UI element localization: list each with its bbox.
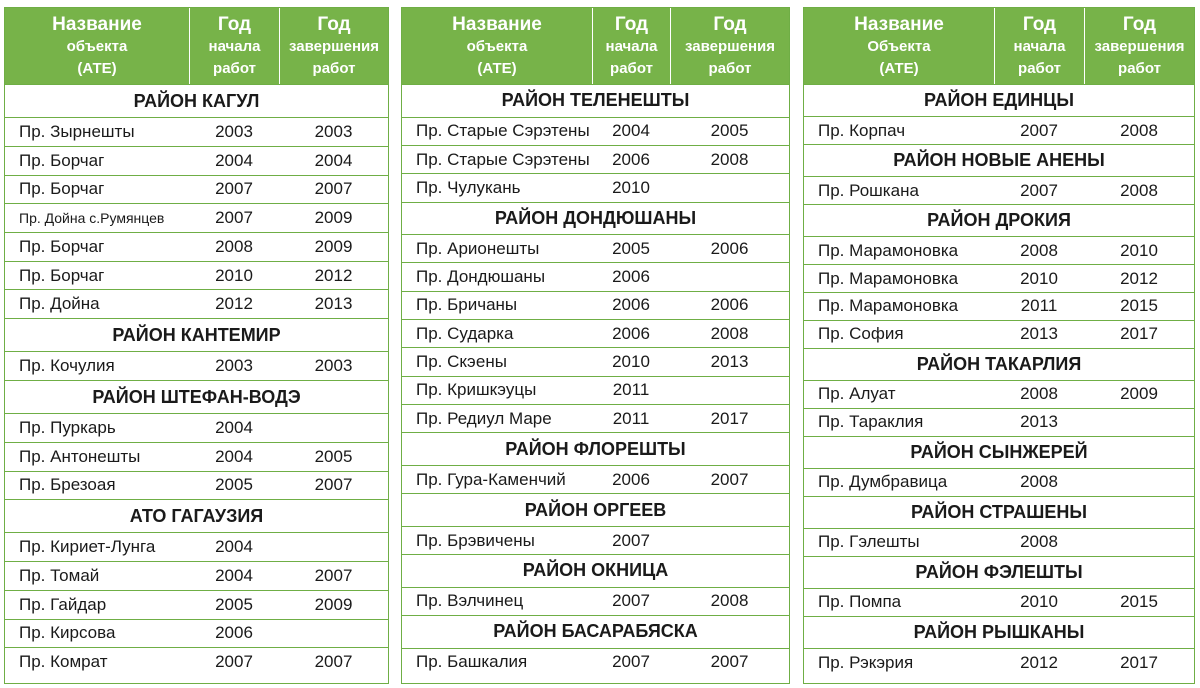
object-name-cell: Пр. Брэвичены: [416, 530, 535, 550]
district-name: РАЙОН ФЭЛЕШТЫ: [915, 561, 1083, 582]
object-name-cell: Пр. Скэены: [416, 352, 507, 372]
end-year-cell: 2012: [314, 265, 353, 285]
start-year-cell: 2006: [612, 469, 650, 489]
end-year-cell: 2009: [314, 236, 353, 256]
start-year-cell: 2007: [215, 208, 253, 228]
object-name-cell: Пр. Дондюшаны: [416, 267, 546, 287]
table-row: [5, 647, 388, 676]
header-line: завершения: [288, 38, 379, 55]
table-row: [402, 173, 789, 201]
district-name: РАЙОН ОРГЕЕВ: [524, 499, 667, 520]
end-year-cell: 2017: [1120, 324, 1158, 344]
header-line: завершения: [684, 38, 775, 55]
object-name-cell: Пр. Думбравица: [818, 472, 948, 492]
table-row: [5, 261, 388, 290]
table-row: [5, 619, 388, 648]
start-year-cell: 2006: [612, 267, 650, 287]
table-row: [5, 232, 388, 261]
table-row: [402, 376, 789, 404]
start-year-cell: 2007: [612, 530, 650, 550]
object-name-cell: Пр. Старые Сэрэтены: [416, 149, 590, 169]
end-year-cell: 2008: [1120, 180, 1158, 200]
district-row: [804, 556, 1194, 588]
end-year-cell: 2008: [710, 323, 749, 343]
object-name-cell: Пр. Борчаг: [19, 179, 105, 199]
table-3: [803, 7, 1195, 684]
object-name-cell: Пр. Марамоновка: [818, 296, 959, 316]
start-year-cell: 2005: [612, 238, 650, 258]
header-line: Год: [1122, 14, 1157, 35]
header-object-name: [804, 8, 994, 84]
start-year-cell: 2007: [1020, 180, 1058, 200]
start-year-cell: 2004: [215, 565, 253, 585]
end-year-cell: 2009: [314, 208, 353, 228]
table-row: [804, 292, 1194, 320]
header-line: работ: [708, 60, 752, 77]
district-row: [5, 499, 388, 532]
object-name-cell: Пр. Дойна с.Румянцев: [19, 210, 165, 227]
end-year-cell: 2004: [314, 150, 353, 170]
start-year-cell: 2013: [1020, 412, 1058, 432]
district-name: РАЙОН СЫНЖЕРЕЙ: [910, 441, 1088, 462]
district-name: АТО ГАГАУЗИЯ: [129, 505, 264, 526]
header-line: (АТЕ): [77, 60, 117, 77]
table-row: [804, 408, 1194, 436]
table-1: [4, 7, 389, 684]
table-row: [804, 116, 1194, 144]
end-year-cell: 2003: [314, 121, 353, 141]
object-name-cell: Пр. Антонешты: [19, 446, 141, 466]
district-name: РАЙОН ТЕЛЕНЕШТЫ: [501, 90, 690, 111]
table-row: [5, 146, 388, 175]
start-year-cell: 2004: [215, 537, 253, 557]
object-name-cell: Пр. Марамоновка: [818, 268, 959, 288]
start-year-cell: 2007: [612, 591, 650, 611]
district-row: [804, 84, 1194, 116]
end-year-cell: 2007: [314, 652, 353, 672]
table-row: [804, 176, 1194, 204]
object-name-cell: Пр. Чулукань: [416, 177, 521, 197]
district-name: РАЙОН КАГУЛ: [133, 90, 260, 111]
header-start-year: [994, 8, 1084, 84]
start-year-cell: 2006: [215, 623, 253, 643]
header-line: Название: [452, 14, 542, 35]
start-year-cell: 2008: [1020, 472, 1058, 492]
district-row: [804, 436, 1194, 468]
object-name-cell: Пр. Бричаны: [416, 295, 518, 315]
table-header: [402, 8, 789, 84]
start-year-cell: 2007: [612, 652, 650, 672]
end-year-cell: 2013: [314, 294, 353, 314]
start-year-cell: 2012: [1020, 652, 1058, 672]
table-row: [804, 380, 1194, 408]
object-name-cell: Пр. Кирсова: [19, 623, 116, 643]
header-line: начала: [208, 38, 261, 55]
district-name: РАЙОН ЕДИНЦЫ: [924, 90, 1074, 111]
district-row: [402, 615, 789, 648]
district-row: [804, 348, 1194, 380]
table-header: [804, 8, 1194, 84]
object-name-cell: Пр. Томай: [19, 565, 100, 585]
table-row: [402, 347, 789, 375]
end-year-cell: 2007: [710, 469, 749, 489]
end-year-cell: 2007: [314, 179, 353, 199]
start-year-cell: 2003: [215, 356, 253, 376]
end-year-cell: 2015: [1120, 592, 1158, 612]
object-name-cell: Пр. Корпач: [818, 120, 906, 140]
object-name-cell: Пр. Гура-Каменчий: [416, 469, 566, 489]
end-year-cell: 2017: [710, 408, 749, 428]
table-row: [5, 471, 388, 500]
end-year-cell: 2009: [1120, 384, 1158, 404]
end-year-cell: 2007: [314, 565, 353, 585]
district-name: РАЙОН ОКНИЦА: [522, 560, 669, 581]
object-name-cell: Пр. Дойна: [19, 294, 100, 314]
end-year-cell: 2015: [1120, 296, 1158, 316]
object-name-cell: Пр. Старые Сэрэтены: [416, 121, 590, 141]
start-year-cell: 2008: [1020, 384, 1058, 404]
start-year-cell: 2011: [612, 408, 650, 428]
start-year-cell: 2006: [612, 149, 650, 169]
object-name-cell: Пр. Борчаг: [19, 236, 105, 256]
end-year-cell: 2007: [314, 475, 353, 495]
end-year-cell: 2017: [1120, 652, 1158, 672]
district-name: РАЙОН ДРОКИЯ: [927, 210, 1071, 231]
table-body: [402, 84, 789, 676]
district-row: [5, 84, 388, 117]
end-year-cell: 2012: [1120, 268, 1158, 288]
table-header: [5, 8, 388, 84]
table-row: [5, 590, 388, 619]
end-year-cell: 2005: [314, 446, 353, 466]
district-name: РАЙОН БАСАРАБЯСКА: [493, 621, 698, 642]
end-year-cell: 2005: [710, 121, 749, 141]
object-name-cell: Пр. Пуркарь: [19, 417, 116, 437]
table-row: [804, 588, 1194, 616]
table-row: [402, 404, 789, 432]
end-year-cell: 2008: [1120, 120, 1158, 140]
object-name-cell: Пр. Комрат: [19, 652, 108, 672]
table-row: [5, 117, 388, 146]
header-line: объекта: [66, 38, 128, 55]
district-name: РАЙОН РЫШКАНЫ: [913, 622, 1085, 642]
table-row: [5, 413, 388, 442]
start-year-cell: 2010: [612, 352, 650, 372]
table-row: [5, 442, 388, 471]
table-body: [5, 84, 388, 676]
object-name-cell: Пр. Рошкана: [818, 180, 919, 200]
table-row: [402, 648, 789, 676]
end-year-cell: 2013: [710, 352, 749, 372]
header-line: Год: [614, 14, 649, 35]
district-row: [5, 318, 388, 351]
table-row: [804, 468, 1194, 496]
end-year-cell: 2008: [710, 591, 749, 611]
district-row: [804, 496, 1194, 528]
start-year-cell: 2005: [215, 475, 253, 495]
district-name: РАЙОН ФЛОРЕШТЫ: [505, 438, 686, 459]
start-year-cell: 2011: [1020, 296, 1058, 316]
district-name: РАЙОН ТАКАРЛИЯ: [916, 353, 1082, 374]
table-row: [402, 587, 789, 615]
object-name-cell: Пр. Гайдар: [19, 594, 107, 614]
table-row: [402, 262, 789, 290]
table-row: [5, 561, 388, 590]
header-line: начала: [605, 38, 658, 55]
table-row: [5, 289, 388, 318]
start-year-cell: 2010: [1020, 592, 1058, 612]
end-year-cell: 2009: [314, 594, 353, 614]
object-name-cell: Пр. Редиул Маре: [416, 408, 552, 428]
object-name-cell: Пр. Алуат: [818, 384, 896, 404]
district-row: [402, 202, 789, 235]
header-line: Название: [854, 14, 944, 35]
object-name-cell: Пр. Арионешты: [416, 238, 540, 258]
object-name-cell: Пр. Борчаг: [19, 265, 105, 285]
header-line: работ: [213, 60, 256, 77]
header-line: Год: [713, 14, 747, 35]
start-year-cell: 2006: [612, 295, 650, 315]
district-name: РАЙОН ДОНДЮШАНЫ: [494, 207, 697, 228]
header-end-year: [670, 8, 789, 84]
start-year-cell: 2010: [1020, 268, 1058, 288]
header-start-year: [189, 8, 279, 84]
table-body: [804, 84, 1194, 676]
district-row: [804, 144, 1194, 176]
table-row: [402, 291, 789, 319]
header-line: работ: [1118, 60, 1161, 77]
object-name-cell: Пр. Кириет-Лунга: [19, 537, 156, 557]
start-year-cell: 2008: [1020, 532, 1058, 552]
table-row: [804, 236, 1194, 264]
table-row: [5, 532, 388, 561]
header-line: Год: [317, 14, 351, 35]
start-year-cell: 2010: [215, 265, 253, 285]
table-row: [804, 320, 1194, 348]
header-end-year: [279, 8, 388, 84]
end-year-cell: 2003: [314, 356, 353, 376]
end-year-cell: 2006: [710, 295, 749, 315]
district-row: [402, 84, 789, 117]
header-object-name: [5, 8, 189, 84]
district-name: РАЙОН ШТЕФАН-ВОДЭ: [92, 386, 301, 407]
start-year-cell: 2005: [215, 594, 253, 614]
district-row: [402, 554, 789, 587]
start-year-cell: 2004: [215, 417, 253, 437]
object-name-cell: Пр. Рэкэрия: [818, 652, 914, 672]
table-row: [804, 528, 1194, 556]
table-2: [401, 7, 790, 684]
start-year-cell: 2008: [215, 236, 253, 256]
header-line: работ: [610, 60, 653, 77]
start-year-cell: 2013: [1020, 324, 1058, 344]
header-line: работ: [1018, 60, 1061, 77]
header-line: Год: [1022, 14, 1057, 35]
table-row: [402, 117, 789, 145]
start-year-cell: 2008: [1020, 240, 1058, 260]
object-name-cell: Пр. Сударка: [416, 323, 514, 343]
table-row: [402, 234, 789, 262]
start-year-cell: 2004: [612, 121, 650, 141]
header-line: (АТЕ): [477, 60, 517, 77]
table-row: [402, 526, 789, 554]
district-name: РАЙОН СТРАШЕНЫ: [910, 501, 1088, 522]
start-year-cell: 2004: [215, 150, 253, 170]
district-row: [402, 432, 789, 465]
object-name-cell: Пр. Гэлешты: [818, 532, 920, 552]
start-year-cell: 2003: [215, 121, 253, 141]
start-year-cell: 2012: [215, 294, 253, 314]
header-start-year: [592, 8, 670, 84]
district-row: [804, 204, 1194, 236]
start-year-cell: 2007: [215, 652, 253, 672]
header-line: объекта: [466, 38, 528, 55]
object-name-cell: Пр. Марамоновка: [818, 240, 959, 260]
end-year-cell: 2008: [710, 149, 749, 169]
table-row: [804, 264, 1194, 292]
district-row: [804, 616, 1194, 648]
object-name-cell: Пр. Кочулия: [19, 356, 115, 376]
start-year-cell: 2010: [612, 177, 650, 197]
start-year-cell: 2006: [612, 323, 650, 343]
table-row: [804, 648, 1194, 676]
district-row: [402, 493, 789, 526]
object-name-cell: Пр. Кришкэуцы: [416, 380, 537, 400]
table-row: [5, 175, 388, 204]
object-name-cell: Пр. Помпа: [818, 592, 902, 612]
start-year-cell: 2011: [612, 380, 650, 400]
end-year-cell: 2007: [710, 652, 749, 672]
table-row: [5, 351, 388, 380]
header-line: начала: [1013, 38, 1066, 55]
object-name-cell: Пр. Вэлчинец: [416, 591, 524, 611]
object-name-cell: Пр. Борчаг: [19, 150, 105, 170]
object-name-cell: Пр. София: [818, 324, 904, 344]
end-year-cell: 2006: [710, 238, 749, 258]
table-row: [402, 319, 789, 347]
table-row: [402, 145, 789, 173]
district-row: [5, 380, 388, 413]
object-name-cell: Пр. Зырнешты: [19, 121, 135, 141]
table-row: [5, 203, 388, 232]
header-line: Название: [52, 14, 142, 35]
district-name: РАЙОН НОВЫЕ АНЕНЫ: [893, 150, 1105, 171]
start-year-cell: 2007: [215, 179, 253, 199]
object-name-cell: Пр. Башкалия: [416, 652, 528, 672]
end-year-cell: 2010: [1120, 240, 1158, 260]
header-line: работ: [312, 60, 356, 77]
district-name: РАЙОН КАНТЕМИР: [112, 324, 281, 345]
start-year-cell: 2004: [215, 446, 253, 466]
header-object-name: [402, 8, 592, 84]
object-name-cell: Пр. Брезоая: [19, 475, 116, 495]
header-end-year: [1084, 8, 1194, 84]
table-row: [402, 465, 789, 493]
start-year-cell: 2007: [1020, 120, 1058, 140]
header-line: завершения: [1094, 38, 1185, 55]
header-line: (АТЕ): [879, 60, 919, 77]
object-name-cell: Пр. Тараклия: [818, 412, 924, 432]
header-line: Объекта: [867, 38, 931, 55]
header-line: Год: [217, 14, 252, 35]
